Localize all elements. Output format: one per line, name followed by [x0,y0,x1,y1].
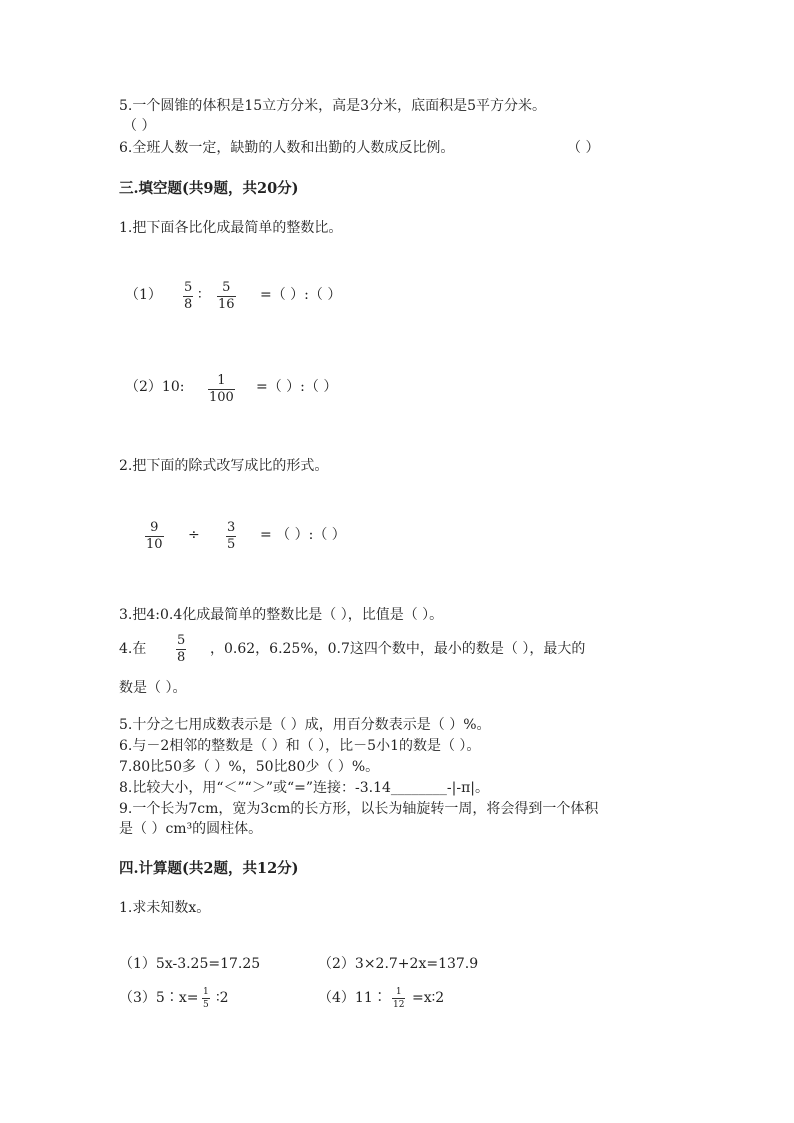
s4-equation-4-frac [392,987,405,1010]
fraction-denominator: 8 [184,297,193,312]
s3-q9-line2: 是（ ）cm³的圆柱体。 [119,821,263,837]
s4-equation-2: （2）3×2.7+2x=137.9 [318,956,479,972]
section4-title: 四.计算题(共2题，共12分) [119,860,299,877]
s3-q1-p1-frac1 [183,281,193,312]
s3-q1-p1-label: （1） [125,287,162,303]
fraction-denominator: 5 [203,1000,209,1010]
s3-q4-frac [176,634,186,665]
s4-equation-3-prefix: （3）5∶x= [119,990,199,1006]
s3-q2-answer[interactable]: = （ ）:（ ） [260,527,346,543]
fraction-bar [392,998,405,999]
s3-q7: 7.80比50多（ ）%，50比80少（ ）%。 [119,759,380,775]
s3-q1-p1-colon: ∶ [198,287,202,303]
s4-q1-stem: 1.求未知数x。 [119,900,211,916]
s4-equation-1: （1）5x-3.25=17.25 [119,956,261,972]
s3-q2-divide-sign: ÷ [188,527,200,543]
fraction-denominator: 16 [218,297,235,312]
judge-q6: 6.全班人数一定，缺勤的人数和出勤的人数成反比例。 [119,140,455,156]
s3-q6: 6.与－2相邻的整数是（ ）和（ ），比－5小1的数是（ ）。 [119,738,481,754]
s3-q5: 5.十分之七用成数表示是（ ）成，用百分数表示是（ ）%。 [119,717,491,733]
judge-q5-line1: 5.一个圆锥的体积是15立方分米，高是3分米，底面积是5平方分米。 [119,98,546,114]
s3-q1-p2-frac [208,374,235,405]
s3-q9-line1: 9.一个长为7cm，宽为3cm的长方形，以长为轴旋转一周，将会得到一个体积 [119,801,599,817]
s3-q1-p1-frac2 [217,281,236,312]
s3-q4-text: ，0.62，6.25%，0.7这四个数中，最小的数是（ ），最大的 [210,641,586,657]
fraction-denominator: 8 [177,650,186,665]
judge-q5-answer-paren[interactable]: （ ） [123,118,156,134]
s3-q1-p2-label: （2）10: [125,379,185,395]
fraction-denominator: 10 [146,537,163,552]
s3-q1-stem: 1.把下面各比化成最简单的整数比。 [119,220,343,236]
fraction-numerator: 1 [203,987,209,997]
fraction-denominator: 5 [227,537,236,552]
fraction-numerator: 1 [395,987,402,997]
fraction-numerator: 5 [222,280,231,295]
fraction-numerator: 3 [227,520,236,535]
s3-q1-p1-answer[interactable]: =（ ）:（ ） [260,287,342,303]
section3-title: 三.填空题(共9题，共20分) [119,180,299,197]
fraction-numerator: 5 [177,633,186,648]
s3-q4-prefix: 4.在 [119,641,147,657]
fraction-numerator: 5 [184,280,193,295]
s4-equation-3-suffix: ∶2 [216,990,229,1006]
s3-q8: 8.比较大小，用“＜”“＞”或“=”连接：-3.14________-|-π|。 [119,780,490,796]
fraction-denominator: 12 [393,1000,405,1010]
s3-q4-line2: 数是（ ）。 [119,680,187,696]
s4-equation-4-suffix: =x∶2 [412,990,445,1006]
fraction-numerator: 9 [150,520,159,535]
s3-q1-p2-answer[interactable]: =（ ）:（ ） [256,379,338,395]
judge-q6-answer-paren[interactable]: （ ） [567,140,600,156]
fraction-bar [202,998,210,999]
s3-q2-frac2 [226,521,236,552]
fraction-denominator: 100 [209,390,234,405]
fraction-numerator: 1 [217,373,226,388]
s3-q3: 3.把4:0.4化成最简单的整数比是（ ），比值是（ ）。 [119,607,444,623]
s3-q2-stem: 2.把下面的除式改写成比的形式。 [119,458,329,474]
s3-q2-frac1 [145,521,164,552]
s4-equation-3-frac [202,987,210,1010]
s4-equation-4-prefix: （4）11∶ [318,990,387,1006]
